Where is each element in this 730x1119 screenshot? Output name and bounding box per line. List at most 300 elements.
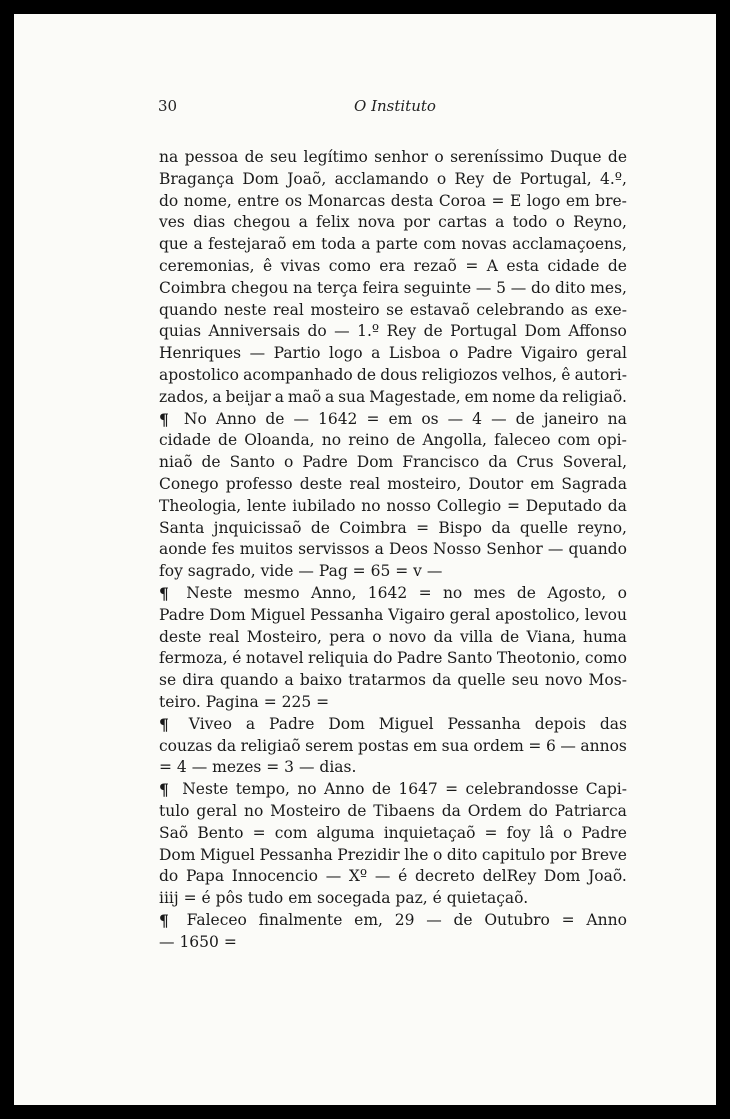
word: — [510,278,527,297]
word: = [252,823,266,842]
word: das [599,714,627,733]
word: vivas [280,256,321,275]
word: de [423,322,443,341]
word: é [398,867,408,886]
word: 29 [394,910,415,929]
text-line [159,648,627,670]
word: na [293,278,313,297]
word: Pessanha [259,845,333,864]
word: dito [446,845,478,864]
word: reliquia [308,649,369,668]
word: é [432,889,447,908]
word: = [316,692,330,711]
word: de [356,365,376,384]
page-number: 30 [158,97,178,115]
word: do [159,867,179,886]
word: Miguel [200,845,255,864]
word: sagrado, [187,562,261,581]
word: o [555,213,565,232]
word: Prezidir [337,845,400,864]
word: = [159,758,177,777]
word: com [274,823,308,842]
word: levou [584,605,627,624]
paragraph-mark-icon: ¶ [159,714,169,734]
word: = [528,736,542,755]
book-page [14,14,716,1105]
word: Coroa [438,191,486,210]
word: ê [262,256,273,275]
word: Innocencio [231,867,319,886]
paragraph-mark-icon: ¶ [159,409,169,429]
word: Papa [185,867,225,886]
word: dias [193,213,226,232]
word: 1642 [367,583,408,602]
word: Monarcas [307,191,386,210]
word: Duque [550,148,602,166]
word: nome, [183,191,232,210]
word: aonde [159,540,207,559]
word: de [371,780,391,799]
word: de [607,256,627,275]
word: o [449,344,459,363]
text-line [159,910,627,932]
word: da [432,671,452,690]
word: fermoza, [159,649,228,668]
word: Francisco [402,453,480,472]
word: feira [362,278,399,297]
word: quelle [519,518,569,537]
word: nome [492,387,536,406]
word: a [324,387,335,406]
word: a [361,235,371,254]
word: ê [561,365,571,384]
word: o [562,823,573,842]
word: o [283,453,294,472]
word: de [396,431,416,450]
word: parte [375,235,418,254]
word: os [421,409,439,428]
text-line [159,474,627,496]
word: 6 [545,736,556,755]
word: felix [316,213,350,232]
word: — [325,867,342,886]
word: = [266,758,285,777]
word: serem [305,736,354,755]
word: 4 [472,409,483,428]
word: apostolico [159,365,239,384]
word: que [159,235,189,254]
word: quando [568,540,627,559]
text-line [159,191,627,213]
word: No [183,409,207,428]
word: novas [461,235,507,254]
word: celebrando [476,300,565,319]
text-line [159,801,627,823]
word: de [515,409,535,428]
word: muitos [239,540,293,559]
word: ceremonias, [159,256,255,275]
word: Anno [215,409,257,428]
word: 1642 [317,409,358,428]
word: Dom [209,605,246,624]
word: annos [580,736,627,755]
word: 225 [281,692,317,711]
word: Conego [159,474,219,493]
text-line [159,539,627,561]
word: a [298,213,308,232]
word: desta [390,191,434,210]
word: chegou [231,278,289,297]
word: sua [441,736,469,755]
word: 65 [370,562,396,581]
word: Dom [242,169,279,188]
word: servissos [298,540,370,559]
word: Padre [159,605,205,624]
word: do [159,191,179,210]
word: — [491,409,507,428]
word: com [423,235,457,254]
word: depois [534,714,586,733]
word: lâ [539,823,554,842]
word: Santo [446,649,493,668]
word: — [191,758,213,777]
word: como [328,256,371,275]
word: a [274,387,285,406]
word: opi- [597,431,627,450]
word: do [531,278,551,297]
word: zados, [159,387,209,406]
word: mesmo [243,583,300,602]
word: Partio [273,344,321,363]
word: = [484,823,498,842]
word: Mos- [588,671,627,690]
word: Dom [543,867,581,886]
word: ordem [473,736,524,755]
word: Anno [324,780,365,799]
word: delRey [482,867,537,886]
word: o [432,845,443,864]
word: quelle [457,671,506,690]
word: iubilado [292,496,356,515]
word: novo [388,627,427,646]
word: janeiro [543,409,599,428]
word: tratarmos [348,671,426,690]
word: Ordem [467,801,522,820]
word: senhor [374,148,428,166]
word: Coimbra [159,278,227,297]
word: neste [223,300,267,319]
word: real [273,300,304,319]
word: Sagrada [561,474,627,493]
word: acclamando [334,169,429,188]
word: Deos [389,540,428,559]
word: no [297,780,317,799]
word: Viana, [526,627,576,646]
word: de [453,910,473,929]
word: a [212,387,222,406]
word: da [433,627,453,646]
word: Agosto, [547,583,607,602]
word: = [418,583,432,602]
word: vide [260,562,299,581]
word: mezes [212,758,267,777]
word: mosteiro [310,300,380,319]
word: 4.º, [599,169,627,188]
word: nosso [386,496,431,515]
word: Dom [356,453,394,472]
paragraph-mark-icon: ¶ [159,780,169,800]
word: fes [211,540,235,559]
word: as [570,300,589,319]
word: — [426,562,443,581]
word: Padre [268,714,315,733]
word: no [442,583,463,602]
word: Henriques [159,344,242,363]
word: em [565,191,590,210]
text-line [159,147,627,169]
text-line [159,343,627,365]
word: nova [357,213,396,232]
text-line [159,321,627,343]
word: capitulo [481,845,546,864]
word: Mosteiro, [246,627,322,646]
word: Rey [454,169,485,188]
word: do [307,322,327,341]
word: a [245,714,256,733]
word: geral [449,605,491,624]
word: pôs [215,889,248,908]
word: logo [526,191,561,210]
word: Reyno, [573,213,627,232]
word: toda [321,235,356,254]
word: mes, [590,278,627,297]
word: celebrandosse [465,780,579,799]
word: cartas [438,213,487,232]
word: Senhor [486,540,543,559]
text-line [159,169,627,191]
text-line [159,866,627,888]
word: tudo [247,889,289,908]
word: Bispo [438,518,482,537]
word: Lisboa [388,344,441,363]
word: do [528,801,548,820]
word: o [436,169,447,188]
word: = [445,780,459,799]
word: Dom [328,714,365,733]
word: Dom [524,322,561,341]
word: = [366,409,380,428]
word: de [347,801,367,820]
word: na [159,148,179,166]
word: religiaõ. [562,387,627,406]
word: Pessanha [447,714,521,733]
word: Joaõ, [287,169,327,188]
word: maõ [287,387,322,406]
word: Soveral, [562,453,627,472]
word: — [475,278,492,297]
text-line [159,714,627,736]
word: pessoa [184,148,239,166]
word: Vigairo [388,605,445,624]
word: reino [348,431,390,450]
page-header [158,97,622,119]
word: chegou [233,213,291,232]
word: notavel [245,649,304,668]
word: novo [545,671,583,690]
word: festejaraõ [208,235,287,254]
word: faleceo [494,431,551,450]
word: religiozos [421,365,498,384]
word: com [557,431,591,450]
word: Rey [386,322,417,341]
word: paz, [395,889,433,908]
word: Pessanha [310,605,384,624]
word: a [374,540,384,559]
word: = [416,518,430,537]
word: se [386,300,404,319]
word: a [371,344,381,363]
word: Anno [586,910,627,929]
word: legítimo [303,148,368,166]
word: entre [237,191,280,210]
word: seu [270,148,298,166]
word: esta [506,256,540,275]
word: Nosso [433,540,482,559]
word: Coimbra [339,518,407,537]
word: Santo [229,453,275,472]
word: real [349,474,381,493]
text-line [159,234,627,256]
word: cidade [159,431,211,450]
word: pera [329,627,365,646]
word: todo [512,213,548,232]
word: Padre [581,823,627,842]
word: Theologia, [159,496,242,515]
word: Portugal [450,322,518,341]
word: Padre [396,649,443,668]
text-line [159,518,627,540]
word: dito [555,278,586,297]
word: o [617,583,627,602]
word: quias [159,322,202,341]
word: Anno, [310,583,357,602]
word: em [288,889,317,908]
word: quando [219,671,279,690]
text-line [159,365,627,387]
word: de [218,431,238,450]
word: Doutor [468,474,524,493]
word: tempo, [235,780,290,799]
word: da [607,496,627,515]
word: couzas [159,736,213,755]
text-line [159,823,627,845]
word: Padre [302,453,348,472]
word: Neste [186,583,233,602]
text-line [159,387,627,409]
word: Joaõ. [588,867,627,886]
word: Capi- [585,780,627,799]
word: acompanhado [243,365,353,384]
word: religiaõ [240,736,301,755]
word: = [506,496,520,515]
text-line [159,605,627,627]
text-line [159,256,627,278]
word: de [500,627,520,646]
word: mes [473,583,506,602]
word: finalmente [258,910,343,929]
word: cidade [547,256,600,275]
word: Vigairo [520,344,578,363]
word: Pag [318,562,353,581]
text-line [159,583,627,605]
word: da [441,801,461,820]
word: geral [196,801,238,820]
word: bre- [595,191,627,210]
word: tulo [159,801,190,820]
text-line [159,496,627,518]
word: professo [225,474,293,493]
word: = [561,910,575,929]
word: deste [159,627,202,646]
word: em, [354,910,383,929]
word: 1650 [179,932,224,951]
text-line [159,278,627,300]
word: baixo [299,671,343,690]
word: deste [299,474,343,493]
word: de [607,148,627,166]
word: estavaõ [409,300,470,319]
word: dous [380,365,418,384]
word: — [560,736,576,755]
word: foy [506,823,531,842]
word: Faleceo [186,910,247,929]
text-line [159,561,627,583]
text-line [159,452,627,474]
text-line [159,757,627,779]
text-line [159,845,627,867]
word: v [413,562,427,581]
word: é [232,649,242,668]
word: autori- [574,365,627,384]
word: quando [159,300,218,319]
word: Dom [159,845,196,864]
word: mosteiro, [387,474,462,493]
word: Bragança [159,169,235,188]
word: 4 [176,758,192,777]
word: A [486,256,498,275]
word: de [265,409,285,428]
word: iiij [159,889,184,908]
word: Santa [159,518,205,537]
word: Mosteiro [270,801,341,820]
word: = [183,889,202,908]
word: — [298,562,319,581]
word: terça [316,278,358,297]
word: em [464,387,489,406]
word: Padre [466,344,513,363]
word: ves [159,213,185,232]
word: real [208,627,240,646]
word: Xº [348,867,368,886]
word: postas [358,736,409,755]
word: em [291,235,316,254]
word: — [426,910,442,929]
word: em [530,474,555,493]
word: teiro. [159,692,206,711]
word: de [201,453,221,472]
word: exe- [594,300,627,319]
word: = [263,692,282,711]
